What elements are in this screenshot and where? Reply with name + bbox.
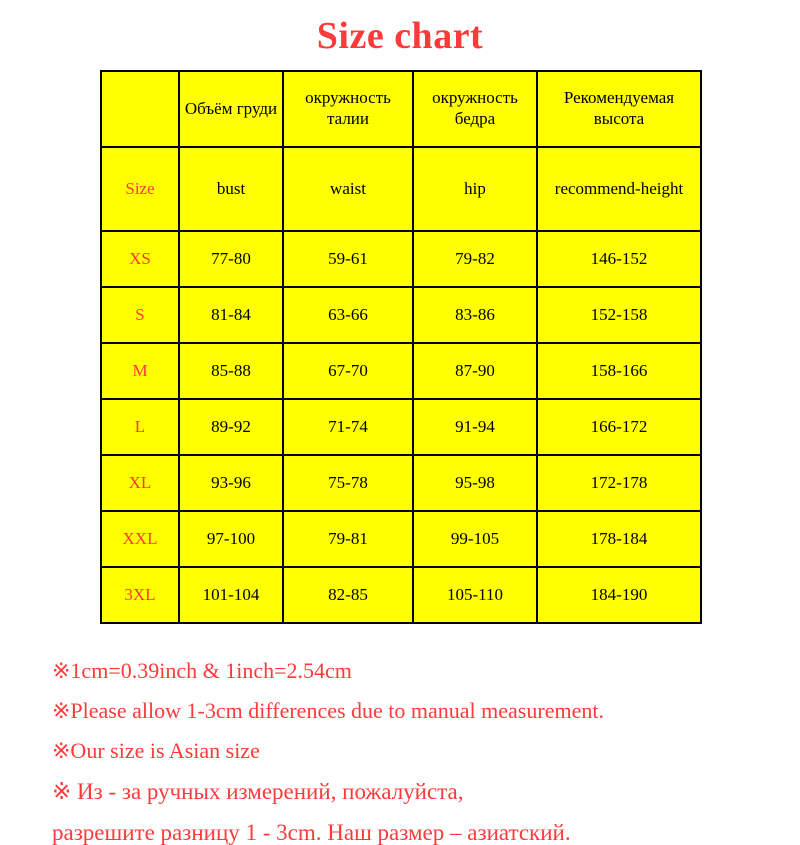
header-cell-blank <box>101 71 179 147</box>
cell-bust: 85-88 <box>179 343 283 399</box>
cell-hip: 99-105 <box>413 511 537 567</box>
cell-bust: 89-92 <box>179 399 283 455</box>
cell-height: 166-172 <box>537 399 701 455</box>
cell-hip: 87-90 <box>413 343 537 399</box>
cell-height: 178-184 <box>537 511 701 567</box>
note-tolerance: ※Please allow 1-3cm differences due to manual measurement. <box>52 698 604 723</box>
cell-waist: 71-74 <box>283 399 413 455</box>
size-chart-table <box>100 70 702 624</box>
cell-bust: 77-80 <box>179 231 283 287</box>
header-cell-bust-ru: Объём груди <box>179 71 283 147</box>
cell-size: XS <box>101 231 179 287</box>
cell-height: 172-178 <box>537 455 701 511</box>
cell-height: 146-152 <box>537 231 701 287</box>
header-cell-size-en: Size <box>101 147 179 231</box>
cell-waist: 82-85 <box>283 567 413 623</box>
cell-waist: 59-61 <box>283 231 413 287</box>
table-header-row-en <box>101 147 701 231</box>
table-row <box>101 455 701 511</box>
cell-hip: 95-98 <box>413 455 537 511</box>
table-row <box>101 511 701 567</box>
cell-height: 158-166 <box>537 343 701 399</box>
table-row <box>101 567 701 623</box>
cell-bust: 101-104 <box>179 567 283 623</box>
size-chart-table-wrap <box>100 70 700 624</box>
cell-hip: 83-86 <box>413 287 537 343</box>
cell-hip: 79-82 <box>413 231 537 287</box>
note-ru-line2: разрешите разницу 1 - 3cm. Наш размер – азиатский. <box>52 820 571 845</box>
cell-waist: 75-78 <box>283 455 413 511</box>
cell-size: S <box>101 287 179 343</box>
cell-waist: 63-66 <box>283 287 413 343</box>
cell-size: 3XL <box>101 567 179 623</box>
table-header-row-ru <box>101 71 701 147</box>
cell-bust: 93-96 <box>179 455 283 511</box>
header-cell-bust-en: bust <box>179 147 283 231</box>
cell-height: 152-158 <box>537 287 701 343</box>
header-cell-hip-ru: окружность бедра <box>413 71 537 147</box>
header-cell-height-ru: Рекомендуемая высота <box>537 71 701 147</box>
header-cell-waist-ru: окружность талии <box>283 71 413 147</box>
cell-size: XXL <box>101 511 179 567</box>
notes-block <box>0 660 800 844</box>
header-cell-height-en: recommend-height <box>537 147 701 231</box>
table-row <box>101 399 701 455</box>
header-cell-hip-en: hip <box>413 147 537 231</box>
note-ru-line1: ※ Из - за ручных измерений, пожалуйста, <box>52 779 464 804</box>
note-asian-size: ※Our size is Asian size <box>52 738 260 763</box>
cell-hip: 105-110 <box>413 567 537 623</box>
cell-hip: 91-94 <box>413 399 537 455</box>
page-title: Size chart <box>316 15 484 57</box>
cell-height: 184-190 <box>537 567 701 623</box>
cell-waist: 67-70 <box>283 343 413 399</box>
table-row <box>101 287 701 343</box>
table-row <box>101 231 701 287</box>
header-cell-waist-en: waist <box>283 147 413 231</box>
cell-waist: 79-81 <box>283 511 413 567</box>
cell-size: L <box>101 399 179 455</box>
cell-bust: 81-84 <box>179 287 283 343</box>
cell-size: M <box>101 343 179 399</box>
cell-size: XL <box>101 455 179 511</box>
table-row <box>101 343 701 399</box>
cell-bust: 97-100 <box>179 511 283 567</box>
note-conversion: ※1cm=0.39inch & 1inch=2.54cm <box>52 658 352 683</box>
